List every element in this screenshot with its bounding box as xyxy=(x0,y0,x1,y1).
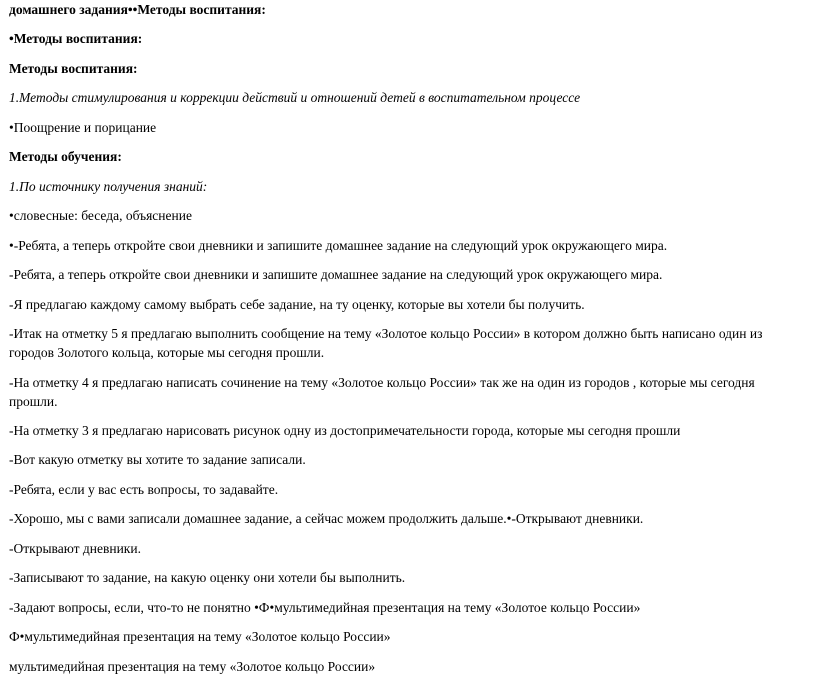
paragraph-choose-task: -Я предлагаю каждому самому выбрать себе задание, на ту оценку, которые вы хотели бы получить. xyxy=(9,297,585,312)
paragraph-open-diaries: -Ребята, а теперь откройте свои дневники и запишите домашнее задание на следующий урок окружающего мира. xyxy=(9,267,663,282)
paragraph-pupils-open-diaries: -Открывают дневники. xyxy=(9,541,141,556)
paragraph-questions: -Ребята, если у вас есть вопросы, то задавайте. xyxy=(9,482,279,497)
paragraph-pupils-write-task: -Записывают то задание, на какую оценку они хотели бы выполнить. xyxy=(9,570,406,585)
paragraph-encouragement: •Поощрение и порицание xyxy=(9,120,157,135)
paragraph-knowledge-source: 1.По источнику получения знаний: xyxy=(9,179,208,194)
paragraph-pupils-ask: -Задают вопросы, если, что-то не понятно •Ф•мультимедийная презентация на тему «Золотое кольцо России» xyxy=(9,600,641,615)
paragraph-verbal-methods: •словесные: беседа, объяснение xyxy=(9,208,192,223)
paragraph-grade-recorded: -Вот какую отметку вы хотите то задание записали. xyxy=(9,452,306,467)
paragraph-heading-homework: домашнего задания••Методы воспитания: xyxy=(9,2,266,17)
paragraph-heading-upbringing: Методы воспитания: xyxy=(9,61,138,76)
paragraph-grade-3: -На отметку 3 я предлагаю нарисовать рисунок одну из достопримечательности города, которые мы сегодня прошли xyxy=(9,423,681,438)
paragraph-presentation: мультимедийная презентация на тему «Золотое кольцо России» xyxy=(9,659,376,674)
paragraph-methods-stimulation: 1.Методы стимулирования и коррекции действий и отношений детей в воспитательном процессе xyxy=(9,90,581,105)
paragraph-presentation-f: Ф•мультимедийная презентация на тему «Золотое кольцо России» xyxy=(9,629,391,644)
paragraph-open-diaries-bullet: •-Ребята, а теперь откройте свои дневники и запишите домашнее задание на следующий урок окружающего мира. xyxy=(9,238,668,253)
paragraph-heading-bullet: •Методы воспитания: xyxy=(9,31,143,46)
paragraph-grade-4: -На отметку 4 я предлагаю написать сочинение на тему «Золотое кольцо России» так же на один из городов , которые мы сегодня прошли. xyxy=(9,375,755,409)
paragraph-grade-5: -Итак на отметку 5 я предлагаю выполнить сообщение на тему «Золотое кольцо России» в котором должно быть написано один из городов Золотого кольца, которые мы сегодня прошли. xyxy=(9,326,763,360)
paragraph-heading-teaching: Методы обучения: xyxy=(9,149,122,164)
paragraph-continue: -Хорошо, мы с вами записали домашнее задание, а сейчас можем продолжить дальше.•-Открывают дневники. xyxy=(9,511,644,526)
